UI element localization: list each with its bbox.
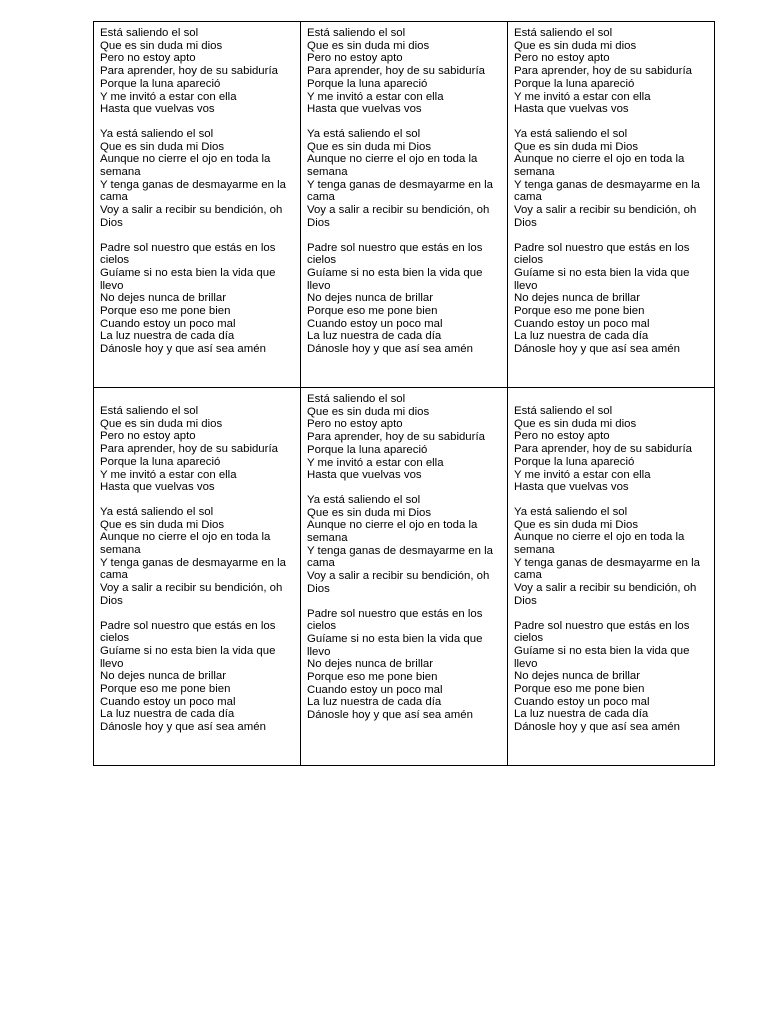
lyric-line: Porque la luna apareció <box>514 77 635 90</box>
lyric-line: Y tenga ganas de desmayarme en la cama <box>307 178 493 204</box>
lyric-line: Está saliendo el sol <box>514 405 613 417</box>
lyric-line: Padre sol nuestro que estás en los cielos <box>100 619 276 645</box>
lyric-line: Para aprender, hoy de su sabiduría <box>100 65 278 78</box>
lyric-line: Para aprender, hoy de su sabiduría <box>100 443 278 456</box>
lyric-line: Y tenga ganas de desmayarme en la cama <box>514 556 700 582</box>
lyric-line: Y tenga ganas de desmayarme en la cama <box>514 178 700 204</box>
lyric-line: Voy a salir a recibir su bendición, oh Dios <box>307 570 490 595</box>
lyric-line: Y me invitó a estar con ella <box>514 468 651 481</box>
lyrics-cell <box>301 22 508 388</box>
lyric-line: Porque eso me pone bien <box>307 671 438 684</box>
lyric-line: La luz nuestra de cada día <box>514 708 649 721</box>
lyric-line: Porque eso me pone bien <box>100 683 231 696</box>
lyric-line: Padre sol nuestro que estás en los cielos <box>307 241 483 267</box>
lyric-line: La luz nuestra de cada día <box>100 330 235 343</box>
lyric-line: Que es sin duda mi Dios <box>100 518 225 531</box>
lyric-line: Está saliendo el sol <box>307 393 406 405</box>
lyric-line: Para aprender, hoy de su sabiduría <box>514 443 692 456</box>
lyric-line: Porque la luna apareció <box>307 443 428 456</box>
lyrics-stanza <box>307 128 501 230</box>
lyric-line: Hasta que vuelvas vos <box>307 469 422 482</box>
lyric-line: Aunque no cierre el ojo en toda la semana <box>514 531 685 557</box>
lyric-line: Y tenga ganas de desmayarme en la cama <box>307 544 493 570</box>
lyric-line: Que es sin duda mi dios <box>307 39 430 52</box>
lyrics-stanza <box>100 242 294 356</box>
lyric-line: Voy a salir a recibir su bendición, oh Dios <box>100 204 283 229</box>
lyric-line: Que es sin duda mi dios <box>100 417 223 430</box>
table-row <box>94 388 715 766</box>
lyric-line: Ya está saliendo el sol <box>514 127 628 140</box>
lyric-line: Que es sin duda mi dios <box>100 39 223 52</box>
lyric-line: Está saliendo el sol <box>100 405 199 417</box>
lyric-line: Cuando estoy un poco mal <box>307 317 443 330</box>
lyric-line: La luz nuestra de cada día <box>100 708 235 721</box>
lyric-line: Para aprender, hoy de su sabiduría <box>307 431 485 444</box>
lyric-line: Está saliendo el sol <box>307 27 406 39</box>
lyric-line: Cuando estoy un poco mal <box>307 683 443 696</box>
lyric-line: Aunque no cierre el ojo en toda la semana <box>100 531 271 557</box>
lyric-line: Voy a salir a recibir su bendición, oh Dios <box>514 582 697 607</box>
lyric-line: Que es sin duda mi Dios <box>514 140 639 153</box>
lyrics-stanza <box>307 393 501 482</box>
lyric-line: Guíame si no esta bien la vida que llevo <box>100 644 276 670</box>
lyric-line: Dánosle hoy y que así sea amén <box>307 709 473 722</box>
lyrics-stanza <box>307 27 501 116</box>
lyric-line: Está saliendo el sol <box>100 27 199 39</box>
lyric-line: Dánosle hoy y que así sea amén <box>307 343 473 356</box>
lyrics-stanza <box>514 620 708 734</box>
lyrics-stanza <box>100 128 294 230</box>
lyrics-cell <box>301 388 508 766</box>
lyrics-stanza <box>514 242 708 356</box>
lyric-line: Para aprender, hoy de su sabiduría <box>514 65 692 78</box>
lyrics-cell <box>508 388 715 766</box>
lyrics-stanza <box>514 405 708 494</box>
lyrics-stanza <box>514 128 708 230</box>
lyric-line: Porque eso me pone bien <box>514 683 645 696</box>
lyric-line: Que es sin duda mi dios <box>514 417 637 430</box>
lyric-line: Hasta que vuelvas vos <box>100 103 215 116</box>
lyrics-cell <box>94 388 301 766</box>
lyric-line: Guíame si no esta bien la vida que llevo <box>100 266 276 292</box>
lyric-line: Porque la luna apareció <box>514 455 635 468</box>
lyric-line: Pero no estoy apto <box>307 52 403 65</box>
table-row <box>94 22 715 388</box>
lyric-line: La luz nuestra de cada día <box>514 330 649 343</box>
lyric-line: Y me invitó a estar con ella <box>307 90 444 103</box>
lyric-line: Voy a salir a recibir su bendición, oh Dios <box>307 204 490 229</box>
lyric-line: Que es sin duda mi Dios <box>514 518 639 531</box>
lyric-line: Dánosle hoy y que así sea amén <box>514 343 680 356</box>
lyric-line: No dejes nunca de brillar <box>307 658 434 671</box>
lyric-line: Aunque no cierre el ojo en toda la semana <box>307 153 478 179</box>
lyric-line: Cuando estoy un poco mal <box>100 695 236 708</box>
lyric-line: Porque eso me pone bien <box>514 305 645 318</box>
lyrics-stanza <box>514 506 708 608</box>
lyric-line: Cuando estoy un poco mal <box>100 317 236 330</box>
lyrics-stanza <box>100 405 294 494</box>
lyric-line: Voy a salir a recibir su bendición, oh Dios <box>100 582 283 607</box>
lyric-line: Guíame si no esta bien la vida que llevo <box>307 266 483 292</box>
lyric-line: Que es sin duda mi dios <box>307 405 430 418</box>
lyric-line: Está saliendo el sol <box>514 27 613 39</box>
lyrics-stanza <box>307 494 501 596</box>
lyric-line: Que es sin duda mi Dios <box>307 140 432 153</box>
lyric-line: Guíame si no esta bien la vida que llevo <box>514 266 690 292</box>
lyric-line: Voy a salir a recibir su bendición, oh Dios <box>514 204 697 229</box>
lyrics-stanza <box>307 608 501 722</box>
lyric-line: Porque eso me pone bien <box>100 305 231 318</box>
lyrics-cell <box>94 22 301 388</box>
lyric-line: Dánosle hoy y que así sea amén <box>100 343 266 356</box>
lyric-line: Hasta que vuelvas vos <box>514 103 629 116</box>
lyric-line: Padre sol nuestro que estás en los cielos <box>514 241 690 267</box>
lyric-line: Pero no estoy apto <box>307 418 403 431</box>
lyric-line: No dejes nunca de brillar <box>100 670 227 683</box>
lyric-line: Cuando estoy un poco mal <box>514 317 650 330</box>
lyric-line: La luz nuestra de cada día <box>307 330 442 343</box>
lyric-line: Y tenga ganas de desmayarme en la cama <box>100 178 286 204</box>
lyric-line: Ya está saliendo el sol <box>100 127 214 140</box>
lyrics-table <box>93 21 715 766</box>
lyric-line: Aunque no cierre el ojo en toda la semana <box>100 153 271 179</box>
lyrics-stanza <box>307 242 501 356</box>
lyrics-stanza <box>100 27 294 116</box>
lyric-line: Ya está saliendo el sol <box>307 493 421 506</box>
lyric-line: Aunque no cierre el ojo en toda la semana <box>514 153 685 179</box>
lyric-line: Porque la luna apareció <box>100 455 221 468</box>
lyric-line: Porque la luna apareció <box>100 77 221 90</box>
lyric-line: Dánosle hoy y que así sea amén <box>514 721 680 734</box>
lyric-line: No dejes nunca de brillar <box>100 292 227 305</box>
lyric-line: Y me invitó a estar con ella <box>307 456 444 469</box>
lyric-line: Y me invitó a estar con ella <box>100 468 237 481</box>
lyric-line: No dejes nunca de brillar <box>514 292 641 305</box>
lyric-line: Dánosle hoy y que así sea amén <box>100 721 266 734</box>
lyric-line: No dejes nunca de brillar <box>307 292 434 305</box>
lyric-line: Hasta que vuelvas vos <box>100 481 215 494</box>
lyrics-stanza <box>100 506 294 608</box>
lyric-line: Pero no estoy apto <box>100 430 196 443</box>
lyric-line: Padre sol nuestro que estás en los cielos <box>514 619 690 645</box>
lyric-line: Ya está saliendo el sol <box>100 505 214 518</box>
lyric-line: No dejes nunca de brillar <box>514 670 641 683</box>
lyrics-cell <box>508 22 715 388</box>
lyric-line: Pero no estoy apto <box>100 52 196 65</box>
lyric-line: La luz nuestra de cada día <box>307 696 442 709</box>
lyrics-stanza <box>514 27 708 116</box>
lyrics-stanza <box>100 620 294 734</box>
lyric-line: Hasta que vuelvas vos <box>307 103 422 116</box>
lyric-line: Que es sin duda mi dios <box>514 39 637 52</box>
lyric-line: Ya está saliendo el sol <box>307 127 421 140</box>
lyric-line: Y tenga ganas de desmayarme en la cama <box>100 556 286 582</box>
lyric-line: Y me invitó a estar con ella <box>514 90 651 103</box>
lyric-line: Padre sol nuestro que estás en los cielos <box>307 607 483 633</box>
lyric-line: Ya está saliendo el sol <box>514 505 628 518</box>
lyric-line: Que es sin duda mi Dios <box>307 506 432 519</box>
lyric-line: Aunque no cierre el ojo en toda la semana <box>307 519 478 545</box>
lyric-line: Guíame si no esta bien la vida que llevo <box>307 632 483 658</box>
lyric-line: Para aprender, hoy de su sabiduría <box>307 65 485 78</box>
lyric-line: Que es sin duda mi Dios <box>100 140 225 153</box>
lyric-line: Pero no estoy apto <box>514 430 610 443</box>
lyric-line: Porque eso me pone bien <box>307 305 438 318</box>
lyric-line: Guíame si no esta bien la vida que llevo <box>514 644 690 670</box>
lyric-line: Cuando estoy un poco mal <box>514 695 650 708</box>
lyric-line: Hasta que vuelvas vos <box>514 481 629 494</box>
lyric-line: Porque la luna apareció <box>307 77 428 90</box>
lyric-line: Y me invitó a estar con ella <box>100 90 237 103</box>
lyric-line: Pero no estoy apto <box>514 52 610 65</box>
lyric-line: Padre sol nuestro que estás en los cielos <box>100 241 276 267</box>
